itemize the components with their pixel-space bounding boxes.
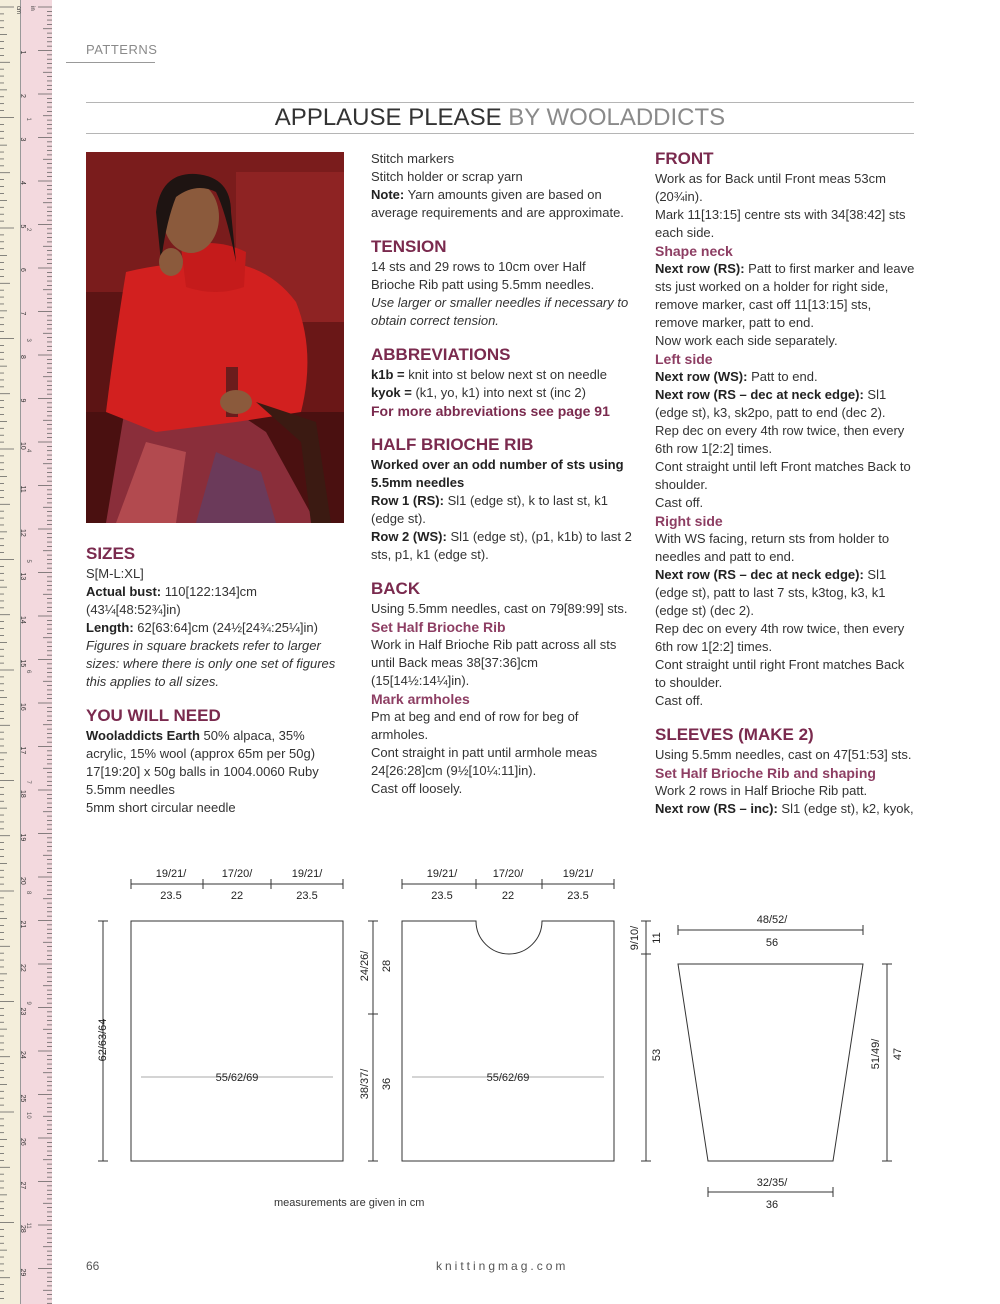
row1-label: Row 1 (RS): (371, 493, 444, 508)
tension-text: 14 sts and 29 rows to 10cm over Half Brioche Rib patt using 5.5mm needles. (371, 259, 595, 292)
half-brioche-intro: Worked over an odd number of sts using 5.5mm needles (371, 457, 624, 490)
svg-text:13: 13 (19, 572, 26, 581)
yarn-name: Wooladdicts Earth (86, 728, 200, 743)
sleeves-text-1: Work 2 rows in Half Brioche Rib patt. (655, 783, 868, 798)
svg-text:4: 4 (25, 449, 31, 453)
svg-text:2: 2 (25, 228, 31, 232)
body-label-a: 38/37/ (359, 1068, 371, 1100)
sleeves-inc-text: Sl1 (edge st), k2, kyok, (777, 801, 914, 816)
svg-text:5: 5 (19, 224, 26, 229)
neck-label-b: 11 (651, 932, 663, 944)
svg-text:14: 14 (19, 616, 26, 624)
front-top-b3: 23.5 (567, 890, 589, 902)
svg-text:18: 18 (19, 790, 26, 798)
svg-text:16: 16 (19, 703, 26, 711)
back-heading: BACK (371, 579, 421, 598)
sizes-list: S[M-L:XL] (86, 566, 144, 581)
more-abbreviations-link[interactable]: For more abbreviations see page 91 (371, 403, 610, 419)
svg-text:in: in (29, 6, 35, 11)
svg-text:20: 20 (19, 877, 26, 885)
svg-text:3: 3 (19, 137, 26, 142)
back-sub-armholes: Mark armholes (371, 691, 470, 707)
sleeve-piece-outline (678, 964, 863, 1161)
row2-label: Row 2 (WS): (371, 529, 447, 544)
back-top-a2: 17/20/ (221, 868, 253, 880)
front-sub-neck: Shape neck (655, 243, 733, 259)
row1-text: Sl1 (edge st), k to last st, k1 (edge st). (371, 493, 608, 526)
front-width-label: 55/62/69 (486, 1072, 530, 1084)
front-top-b1: 23.5 (431, 890, 453, 902)
yarn-note-text: Yarn amounts given are based on average requirements and are approximate. (371, 187, 624, 220)
sleeves-inc-label: Next row (RS – inc): (655, 801, 778, 816)
svg-text:25: 25 (19, 1094, 26, 1103)
back-top-a3: 19/21/ (291, 868, 323, 880)
site-url[interactable]: knittingmag.com (436, 1259, 569, 1273)
svg-text:19: 19 (19, 833, 26, 842)
title-by: BY WOOLADDICTS (508, 104, 726, 131)
front-neck-text: Patt to first marker and leave sts just worked on a holder for right side, remove marker, cast off 11[13:15] sts, remove marker, patt to end. (655, 261, 915, 330)
back-text-1: Work in Half Brioche Rib patt across all sts until Back meas 38[37:36]cm (15[14½:14¼]in). (371, 637, 617, 688)
sleeve-cuff-b: 36 (765, 1199, 779, 1211)
sleeves-sub: Set Half Brioche Rib and shaping (655, 765, 876, 781)
svg-text:12: 12 (19, 529, 26, 537)
sizes-note: Figures in square brackets refer to larger sizes: where there is only one set of figures this applies to all sizes. (86, 638, 336, 689)
right-intro: With WS facing, return sts from holder to needles and patt to end. (655, 531, 890, 564)
front-top-a2: 17/20/ (492, 868, 524, 880)
svg-text:10: 10 (19, 442, 26, 450)
svg-text:5: 5 (25, 559, 31, 563)
yarn-note-label: Note: (371, 187, 405, 202)
svg-text:21: 21 (19, 920, 26, 929)
back-cast-on: Using 5.5mm needles, cast on 79[89:99] sts. (371, 601, 628, 616)
sleeves-cast-on: Using 5.5mm needles, cast on 47[51:53] sts. (655, 747, 912, 762)
sleeve-len-a: 51/49/ (870, 1038, 882, 1070)
svg-text:15: 15 (19, 659, 26, 668)
needles-2: 5mm short circular needle (86, 800, 236, 815)
left-rep: Rep dec on every 4th row twice, then every 6th row 1[2:2] times. (655, 423, 905, 456)
back-length-label: 62/63/64 (97, 1018, 109, 1062)
svg-text:11: 11 (25, 1222, 31, 1229)
title-main: APPLAUSE PLEASE (274, 104, 502, 131)
front-text-2: Mark 11[13:15] centre sts with 34[38:42] sts each side. (655, 207, 906, 240)
left-rs-label: Next row (RS – dec at neck edge): (655, 387, 864, 402)
row2-text: Sl1 (edge st), (p1, k1b) to last 2 sts, p1, k1 (edge st). (371, 529, 632, 562)
svg-text:2: 2 (19, 94, 26, 98)
neck-label-a: 9/10/ (629, 925, 641, 951)
left-cont: Cont straight until left Front matches Back to shoulder. (655, 459, 911, 492)
bust-label: Actual bust: (86, 584, 162, 599)
back-text-4: Cast off loosely. (371, 781, 463, 796)
back-text-3: Cont straight in patt until armhole meas 24[26:28]cm (9½[10¼:11]in). (371, 745, 598, 778)
sleeves-heading: SLEEVES (MAKE 2) (655, 725, 814, 744)
back-text-2: Pm at beg and end of row for beg of armholes. (371, 709, 579, 742)
svg-text:8: 8 (25, 891, 31, 895)
svg-text:1: 1 (19, 50, 26, 55)
svg-text:10: 10 (25, 1112, 31, 1119)
half-brioche-heading: HALF BRIOCHE RIB (371, 435, 534, 454)
back-top-b3: 23.5 (296, 890, 318, 902)
svg-text:26: 26 (19, 1138, 26, 1146)
svg-text:cm: cm (15, 6, 21, 14)
abbr-k1b-label: k1b = (371, 367, 405, 382)
front-top-b2: 22 (501, 890, 515, 902)
left-cast-off: Cast off. (655, 495, 704, 510)
svg-text:6: 6 (25, 670, 31, 674)
svg-text:6: 6 (19, 268, 26, 272)
front-text-1: Work as for Back until Front meas 53cm (20¾in). (655, 171, 886, 204)
back-width-label: 55/62/69 (215, 1072, 259, 1084)
svg-text:4: 4 (19, 181, 26, 185)
back-piece-outline (131, 921, 343, 1161)
left-ws-text: Patt to end. (747, 369, 818, 384)
tension-heading: TENSION (371, 237, 447, 256)
back-top-a1: 19/21/ (155, 868, 187, 880)
right-rep: Rep dec on every 4th row twice, then every 6th row 1[2:2] times. (655, 621, 905, 654)
svg-text:22: 22 (19, 964, 26, 972)
svg-text:17: 17 (19, 746, 26, 755)
sleeve-cuff-a: 32/35/ (756, 1177, 788, 1189)
tension-note: Use larger or smaller needles if necessary to obtain correct tension. (371, 295, 629, 328)
abbr-k1b-text: knit into st below next st on needle (404, 367, 607, 382)
abbr-kyok-label: kyok = (371, 385, 412, 400)
yarn-balls: 17[19:20] x 50g balls in 1004.0060 Ruby (86, 764, 319, 779)
svg-text:27: 27 (19, 1181, 26, 1190)
svg-text:23: 23 (19, 1007, 26, 1016)
section-tag: PATTERNS (86, 42, 158, 57)
needles-1: 5.5mm needles (86, 782, 175, 797)
sleeve-top-a: 48/52/ (756, 914, 788, 926)
length-label: Length: (86, 620, 134, 635)
armhole-label-b: 28 (381, 959, 393, 973)
back-top-b2: 22 (230, 890, 244, 902)
body-label-b: 36 (381, 1077, 393, 1091)
yarn-desc: 50% alpaca, 35% acrylic, 15% wool (approx 65m per 50g) (86, 728, 316, 761)
stitch-holder: Stitch holder or scrap yarn (371, 169, 523, 184)
armhole-label-a: 24/26/ (359, 950, 371, 982)
bust-value: 110[122:134]cm (161, 584, 258, 599)
svg-text:24: 24 (19, 1051, 26, 1059)
right-rs-label: Next row (RS – dec at neck edge): (655, 567, 864, 582)
you-will-need-heading: YOU WILL NEED (86, 706, 221, 725)
front-height-label: 53 (651, 1048, 663, 1062)
stitch-markers: Stitch markers (371, 151, 455, 166)
front-neck-label: Next row (RS): (655, 261, 745, 276)
front-top-a1: 19/21/ (426, 868, 458, 880)
svg-text:8: 8 (19, 355, 26, 359)
right-cont: Cont straight until right Front matches Back to shoulder. (655, 657, 905, 690)
svg-text:28: 28 (19, 1225, 26, 1233)
abbreviations-heading: ABBREVIATIONS (371, 345, 511, 364)
svg-text:7: 7 (25, 780, 31, 784)
svg-text:1: 1 (25, 117, 31, 121)
front-sub-right: Right side (655, 513, 723, 529)
diagram-note: measurements are given in cm (274, 1197, 425, 1209)
back-sub-set-rib: Set Half Brioche Rib (371, 619, 506, 635)
svg-text:3: 3 (25, 338, 31, 342)
svg-text:9: 9 (19, 398, 26, 403)
abbr-kyok-text: (k1, yo, k1) into next st (inc 2) (411, 385, 586, 400)
right-cast-off: Cast off. (655, 693, 704, 708)
svg-text:11: 11 (19, 485, 26, 493)
svg-text:9: 9 (25, 1001, 31, 1005)
front-top-a3: 19/21/ (562, 868, 594, 880)
length-value: 62[63:64]cm (24½[24¾:25¼]in) (133, 620, 318, 635)
left-ws-label: Next row (WS): (655, 369, 748, 384)
svg-text:7: 7 (19, 311, 26, 316)
left-rs-text: Sl1 (edge st), k3, sk2po, patt to end (dec 2). (655, 387, 887, 420)
sizes-heading: SIZES (86, 544, 136, 563)
front-piece-outline (402, 921, 614, 1161)
svg-text:29: 29 (19, 1268, 26, 1277)
page-number: 66 (86, 1259, 100, 1273)
bust-value-in: (43¼[48:52¾]in) (86, 602, 181, 617)
front-heading: FRONT (655, 149, 714, 168)
back-top-b1: 23.5 (160, 890, 182, 902)
right-rs-text: Sl1 (edge st), patt to last 7 sts, k3tog, k3, k1 (edge st) (dec 2). (655, 567, 887, 618)
sleeve-len-b: 47 (892, 1047, 904, 1061)
front-sub-left: Left side (655, 351, 713, 367)
front-neck-text-2: Now work each side separately. (655, 333, 838, 348)
sleeve-top-b: 56 (765, 937, 779, 949)
